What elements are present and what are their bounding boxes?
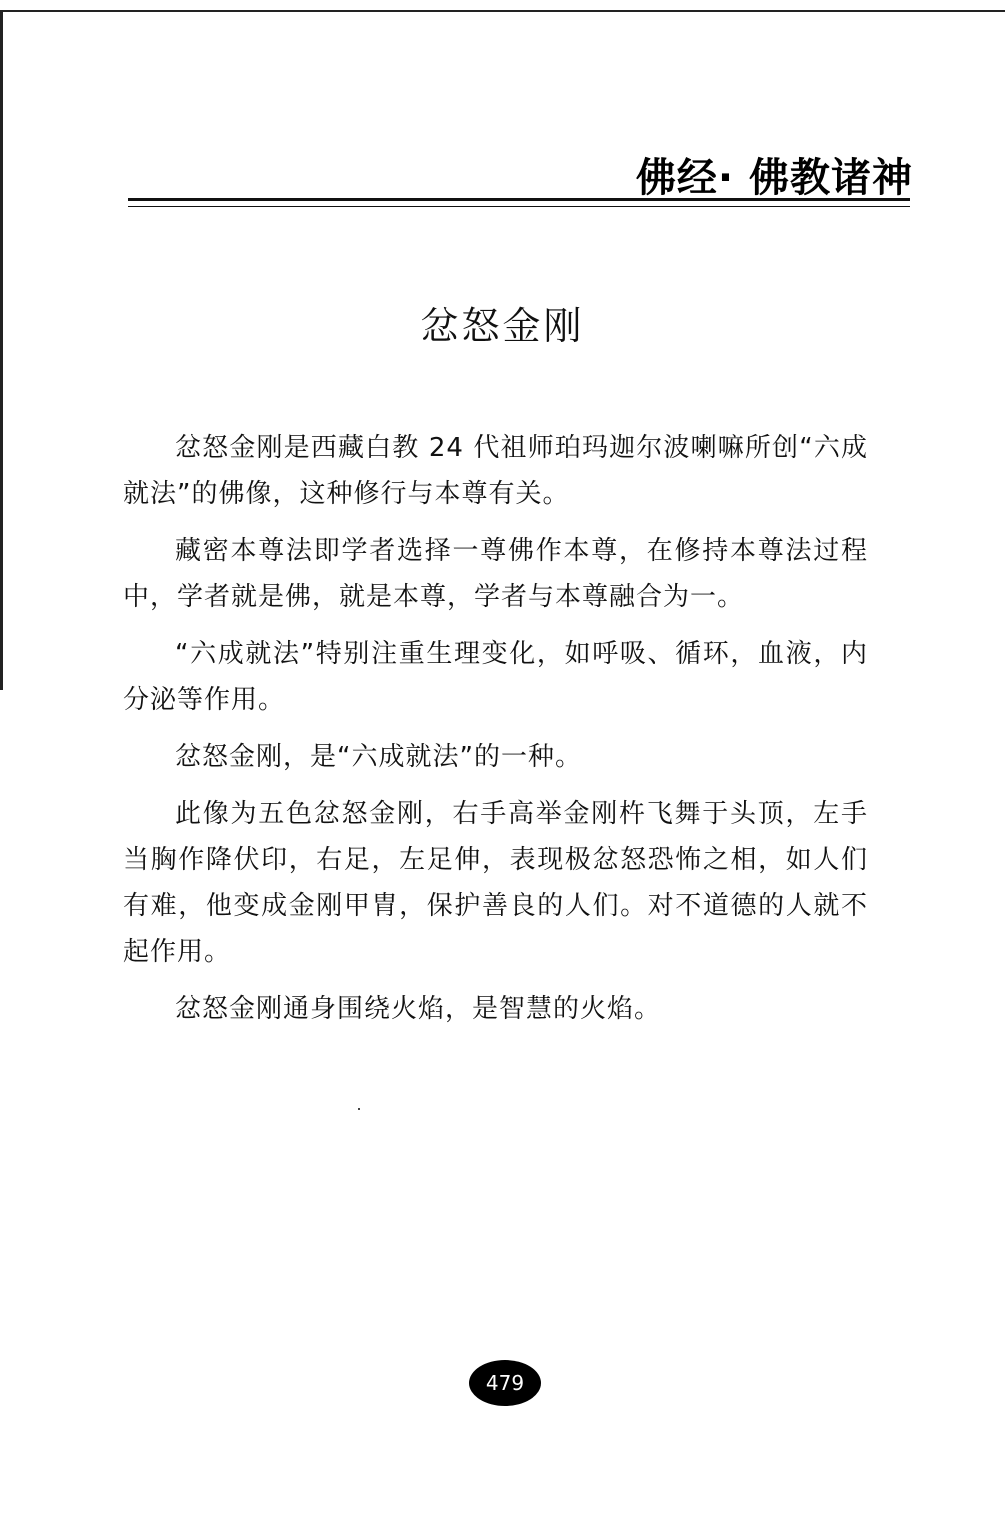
paragraph: “六成就法”特别注重生理变化，如呼吸、循环，血液，内分泌等作用。: [123, 639, 868, 715]
top-edge-rule: [0, 10, 1005, 12]
paragraph: 忿怒金刚是西藏白教 24 代祖师珀玛迦尔波喇嘛所创“六成就法”的佛像，这种修行与本尊有关。: [123, 433, 868, 509]
paragraph: 忿怒金刚通身围绕火焰，是智慧的火焰。: [175, 994, 662, 1024]
paragraph: 忿怒金刚，是“六成就法”的一种。: [175, 742, 582, 772]
running-head: 佛经· 佛教诸神: [635, 155, 913, 201]
paragraph: 此像为五色忿怒金刚，右手高举金刚杵飞舞于头顶，左手当胸作降伏印，右足，左足伸，表现极忿怒恐怖之相，如人们有难，他变成金刚甲胄，保护善良的人们。对不道德的人就不起作用。: [123, 799, 868, 967]
scan-speck: [358, 1108, 360, 1110]
article-body: [123, 425, 868, 1043]
header-rule-thin: [128, 206, 910, 207]
paragraph: 藏密本尊法即学者选择一尊佛作本尊，在修持本尊法过程中，学者就是佛，就是本尊，学者与本尊融合为一。: [123, 536, 868, 612]
left-scan-edge: [0, 10, 3, 690]
article-title: 忿怒金刚: [420, 304, 585, 348]
page-number-badge: 479: [469, 1360, 541, 1406]
header-rule-thick: [128, 198, 910, 201]
